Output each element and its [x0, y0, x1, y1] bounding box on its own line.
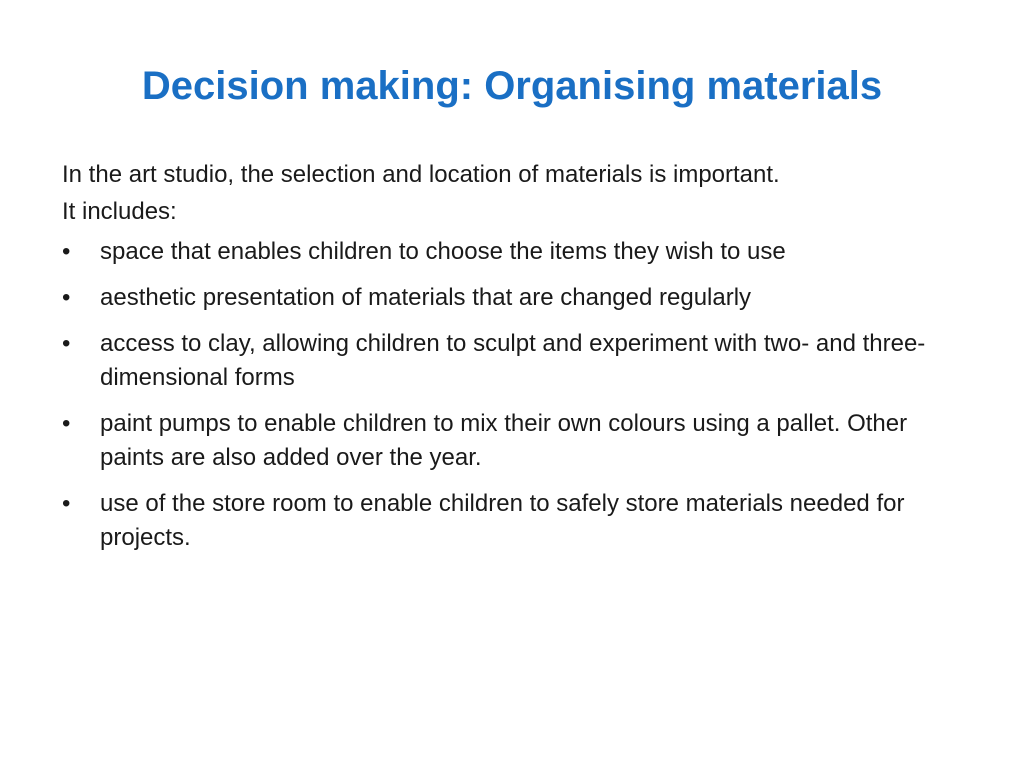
bullet-text: paint pumps to enable children to mix their own colours using a pallet. Other paints are also added over the year. — [100, 410, 908, 471]
bullet-text: access to clay, allowing children to sculpt and experiment with two- and three-dimensional forms — [100, 330, 926, 391]
slide-body — [62, 156, 962, 567]
bullet-item — [62, 327, 962, 395]
bullet-marker: • — [62, 410, 71, 437]
bullet-item — [62, 487, 962, 555]
bullet-text: aesthetic presentation of materials that are changed regularly — [100, 284, 752, 311]
intro-text — [62, 156, 962, 230]
bullet-item — [62, 235, 962, 269]
bullet-list — [62, 235, 962, 555]
bullet-text: use of the store room to enable children to safely store materials needed for projects. — [100, 490, 905, 551]
bullet-marker: • — [62, 330, 71, 357]
slide-title: Decision making: Organising materials — [141, 64, 883, 108]
bullet-item — [62, 407, 962, 475]
bullet-marker: • — [62, 490, 71, 517]
bullet-marker: • — [62, 284, 71, 311]
bullet-text: space that enables children to choose the items they wish to use — [100, 238, 786, 265]
bullet-item — [62, 281, 962, 315]
intro-line-1: In the art studio, the selection and location of materials is important. — [62, 161, 780, 188]
bullet-marker: • — [62, 238, 71, 265]
intro-line-2: It includes: — [62, 198, 177, 225]
